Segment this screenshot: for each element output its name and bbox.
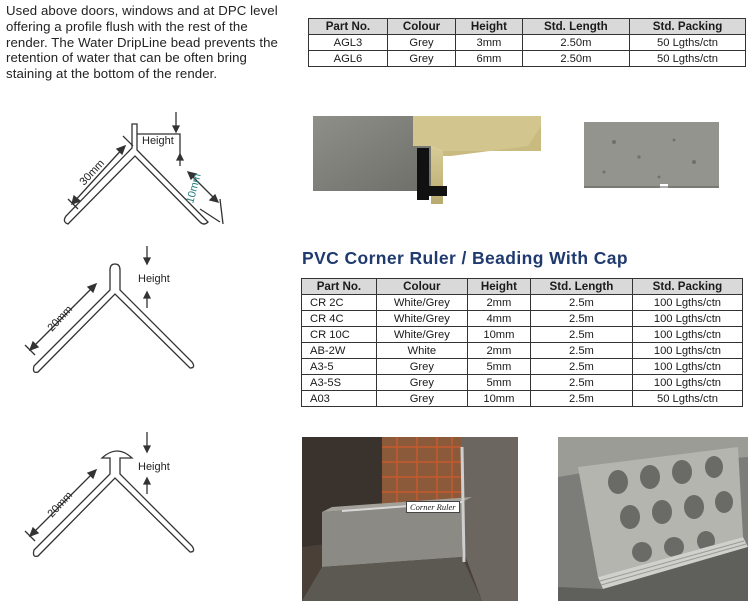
cell-std-length: 2.5m — [530, 375, 632, 391]
corner-ruler-spec-table — [301, 278, 743, 407]
cell-std-length: 2.5m — [530, 327, 632, 343]
dripline-spec-table — [308, 18, 746, 67]
cell-colour: Grey — [376, 391, 467, 407]
cell-part-no: AGL6 — [309, 51, 388, 67]
cell-part-no: CR 10C — [302, 327, 377, 343]
col-header-colour: Colour — [376, 279, 467, 295]
table-row — [302, 391, 743, 407]
cell-part-no: AB-2W — [302, 343, 377, 359]
table-header-row — [302, 279, 743, 295]
table-header-row — [309, 19, 746, 35]
table-row — [309, 51, 746, 67]
cell-std-packing: 50 Lgths/ctn — [632, 391, 742, 407]
cell-std-length: 2.5m — [530, 295, 632, 311]
cell-std-packing: 50 Lgths/ctn — [630, 51, 746, 67]
table-row — [302, 295, 743, 311]
length-label: 20mm — [45, 303, 76, 335]
cell-std-packing: 50 Lgths/ctn — [630, 35, 746, 51]
table-row — [302, 343, 743, 359]
section-title: PVC Corner Ruler / Beading With Cap — [302, 248, 628, 268]
col-header-std-packing: Std. Packing — [632, 279, 742, 295]
cell-std-packing: 100 Lgths/ctn — [632, 343, 742, 359]
col-header-part-no: Part No. — [302, 279, 377, 295]
cell-height: 5mm — [467, 375, 530, 391]
col-header-height: Height — [456, 19, 522, 35]
cell-colour: Grey — [387, 35, 455, 51]
col-header-colour: Colour — [387, 19, 455, 35]
corner-ruler-profile-diagram — [10, 238, 210, 378]
dripline-bead-photo — [313, 116, 541, 204]
cell-part-no: A3-5 — [302, 359, 377, 375]
cell-std-length: 2.5m — [530, 359, 632, 375]
length-label: 30mm — [77, 157, 108, 189]
intro-paragraph: Used above doors, windows and at DPC level offering a profile flush with the rest of the render. The Water DripLine bead prevents the retention of water that can be often bring staining at the bottom of the render. — [6, 3, 278, 82]
cell-part-no: AGL3 — [309, 35, 388, 51]
cell-std-packing: 100 Lgths/ctn — [632, 311, 742, 327]
cell-colour: White/Grey — [376, 311, 467, 327]
photo-caption: Corner Ruler — [406, 501, 460, 513]
cell-part-no: CR 4C — [302, 311, 377, 327]
corner-bead-closeup-photo — [558, 437, 748, 601]
corner-bead-cap-diagram — [10, 424, 210, 564]
cell-colour: Grey — [376, 375, 467, 391]
table-row — [309, 35, 746, 51]
col-header-std-length: Std. Length — [530, 279, 632, 295]
cell-part-no: A3-5S — [302, 375, 377, 391]
dripline-profile-diagram — [30, 104, 230, 234]
cell-height: 4mm — [467, 311, 530, 327]
height-label: Height — [138, 461, 170, 473]
cell-std-packing: 100 Lgths/ctn — [632, 327, 742, 343]
cell-std-length: 2.50m — [522, 51, 629, 67]
cell-colour: White/Grey — [376, 295, 467, 311]
cell-part-no: CR 2C — [302, 295, 377, 311]
flange-label: 10mm — [184, 172, 204, 205]
cell-height: 3mm — [456, 35, 522, 51]
construction-site-photo — [302, 437, 518, 601]
cell-std-packing: 100 Lgths/ctn — [632, 359, 742, 375]
cell-colour: Grey — [387, 51, 455, 67]
cell-std-length: 2.5m — [530, 311, 632, 327]
table-row — [302, 359, 743, 375]
col-header-part-no: Part No. — [309, 19, 388, 35]
cell-std-length: 2.5m — [530, 391, 632, 407]
cell-std-length: 2.50m — [522, 35, 629, 51]
cell-part-no: A03 — [302, 391, 377, 407]
table-row — [302, 311, 743, 327]
table-row — [302, 327, 743, 343]
col-header-std-length: Std. Length — [522, 19, 629, 35]
dripline-render-photo — [584, 122, 719, 197]
cell-height: 2mm — [467, 295, 530, 311]
cell-colour: White — [376, 343, 467, 359]
table-row — [302, 375, 743, 391]
cell-colour: White/Grey — [376, 327, 467, 343]
height-label: Height — [142, 135, 174, 147]
cell-colour: Grey — [376, 359, 467, 375]
height-label: Height — [138, 273, 170, 285]
cell-height: 10mm — [467, 391, 530, 407]
length-label: 20mm — [45, 489, 76, 521]
cell-std-packing: 100 Lgths/ctn — [632, 295, 742, 311]
col-header-height: Height — [467, 279, 530, 295]
col-header-std-packing: Std. Packing — [630, 19, 746, 35]
cell-height: 6mm — [456, 51, 522, 67]
cell-height: 5mm — [467, 359, 530, 375]
cell-std-length: 2.5m — [530, 343, 632, 359]
cell-std-packing: 100 Lgths/ctn — [632, 375, 742, 391]
cell-height: 2mm — [467, 343, 530, 359]
cell-height: 10mm — [467, 327, 530, 343]
